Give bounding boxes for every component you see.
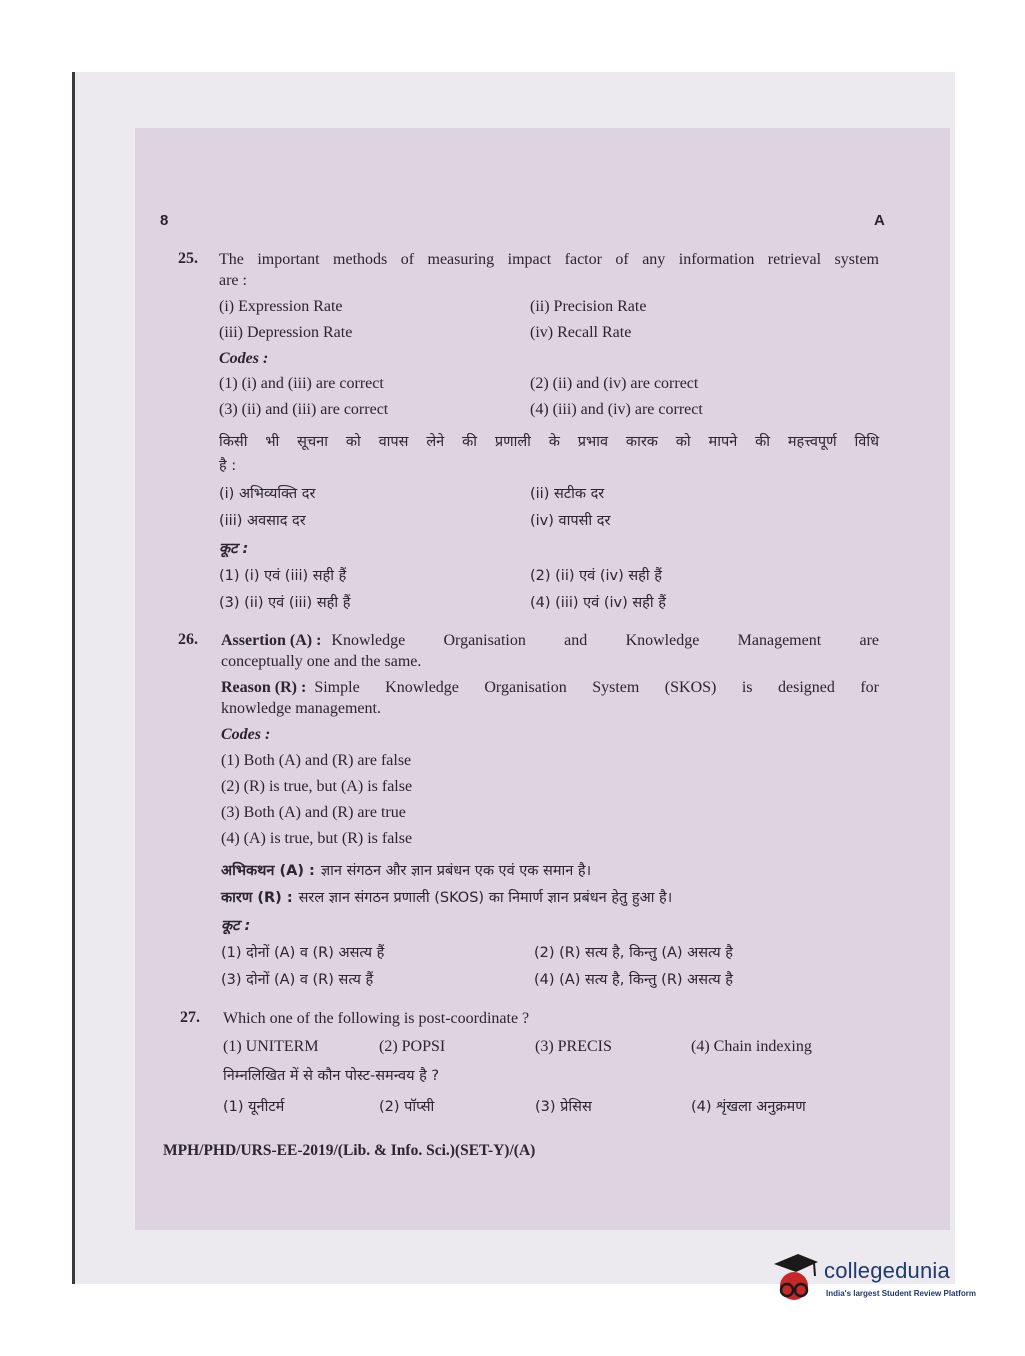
answer-option: (2) (ii) एवं (iv) सही हैं: [530, 568, 662, 584]
answer-option: (3) प्रेसिस: [535, 1099, 592, 1115]
answer-option: (3) (ii) एवं (iii) सही हैं: [219, 595, 351, 611]
paper-code-footer: MPH/PHD/URS-EE-2019/(Lib. & Info. Sci.)(SET-Y)/(A): [163, 1142, 536, 1159]
watermark-brand-name: collegedunia: [824, 1258, 950, 1283]
answer-option: (2) (R) सत्य है, किन्तु (A) असत्य है: [534, 945, 733, 961]
list-item: (iv) वापसी दर: [530, 513, 611, 529]
assertion-text-cont: conceptually one and the same.: [221, 653, 422, 670]
question-stem-cont: are :: [219, 272, 247, 289]
page-number: 8: [160, 212, 169, 229]
list-item: (iii) अवसाद दर: [219, 513, 306, 529]
reason-text-hindi: सरल ज्ञान संगठन प्रणाली (SKOS) का निमार्ण ज्ञान प्रबंधन हेतु हुआ है।: [298, 890, 673, 906]
answer-option: (3) दोनों (A) व (R) सत्य हैं: [221, 972, 374, 988]
answer-option: (4) (iii) एवं (iv) सही हैं: [530, 595, 666, 611]
list-item: (iv) Recall Rate: [530, 324, 632, 341]
answer-option: (3) PRECIS: [535, 1038, 612, 1055]
collegedunia-watermark: [768, 1250, 998, 1312]
answer-option: (3) (ii) and (iii) are correct: [219, 401, 389, 418]
list-item: (ii) Precision Rate: [530, 298, 647, 315]
answer-option: (1) Both (A) and (R) are false: [221, 752, 412, 769]
assertion-label: Assertion (A) :: [221, 632, 322, 649]
assertion-line-hindi: [221, 861, 591, 881]
watermark-tagline: India's largest Student Review Platform: [826, 1289, 976, 1298]
question-stem-hindi: निम्नलिखित में से कौन पोस्ट-समन्वय है ?: [223, 1068, 440, 1084]
answer-option: (4) Chain indexing: [691, 1038, 812, 1055]
answer-option: (2) पॉप्सी: [379, 1099, 435, 1115]
answer-option: (4) शृंखला अनुक्रमण: [691, 1099, 806, 1115]
collegedunia-logo-icon: [768, 1250, 820, 1306]
answer-option: (2) (ii) and (iv) are correct: [530, 375, 699, 392]
question-stem: Which one of the following is post-coordinate ?: [223, 1010, 530, 1027]
answer-option: (2) POPSI: [379, 1038, 446, 1055]
question-number: 27.: [180, 1009, 200, 1026]
assertion-line: [221, 631, 879, 651]
question-number: 25.: [178, 250, 198, 267]
answer-option: (1) UNITERM: [223, 1038, 319, 1055]
question-number: 26.: [178, 631, 198, 648]
reason-line: [221, 678, 879, 698]
set-letter: A: [874, 212, 885, 229]
reason-line-hindi: [221, 888, 672, 908]
assertion-text: Knowledge Organisation and Knowledge Management are: [331, 632, 879, 649]
answer-option: (1) (i) and (iii) are correct: [219, 375, 384, 392]
codes-label-hindi: कूट :: [219, 541, 249, 557]
list-item: (iii) Depression Rate: [219, 324, 353, 341]
answer-option: (2) (R) is true, but (A) is false: [221, 778, 413, 795]
list-item: (i) Expression Rate: [219, 298, 343, 315]
question-stem: The important methods of measuring impact factor of any information retrieval system: [219, 251, 879, 268]
reason-text-cont: knowledge management.: [221, 700, 381, 717]
answer-option: (1) यूनीटर्म: [223, 1099, 285, 1115]
question-stem-hindi-cont: है :: [219, 458, 237, 474]
answer-option: (1) (i) एवं (iii) सही हैं: [219, 568, 347, 584]
answer-option: (1) दोनों (A) व (R) असत्य हैं: [221, 945, 385, 961]
codes-label: Codes :: [219, 350, 269, 367]
assertion-label-hindi: अभिकथन (A) :: [221, 863, 315, 879]
answer-option: (4) (A) सत्य है, किन्तु (R) असत्य है: [534, 972, 733, 988]
list-item: (ii) सटीक दर: [530, 486, 605, 502]
reason-label: Reason (R) :: [221, 679, 307, 696]
list-item: (i) अभिव्यक्ति दर: [219, 486, 316, 502]
reason-label-hindi: कारण (R) :: [221, 890, 293, 906]
answer-option: (4) (A) is true, but (R) is false: [221, 830, 413, 847]
codes-label-hindi: कूट :: [221, 918, 251, 934]
answer-option: (3) Both (A) and (R) are true: [221, 804, 406, 821]
answer-option: (4) (iii) and (iv) are correct: [530, 401, 703, 418]
reason-text: Simple Knowledge Organisation System (SKOS) is designed for: [314, 679, 879, 696]
codes-label: Codes :: [221, 726, 271, 743]
assertion-text-hindi: ज्ञान संगठन और ज्ञान प्रबंधन एक एवं एक समान है।: [320, 863, 592, 879]
question-stem-hindi: किसी भी सूचना को वापस लेने की प्रणाली के प्रभाव कारक को मापने की महत्त्वपूर्ण विधि: [219, 434, 879, 450]
